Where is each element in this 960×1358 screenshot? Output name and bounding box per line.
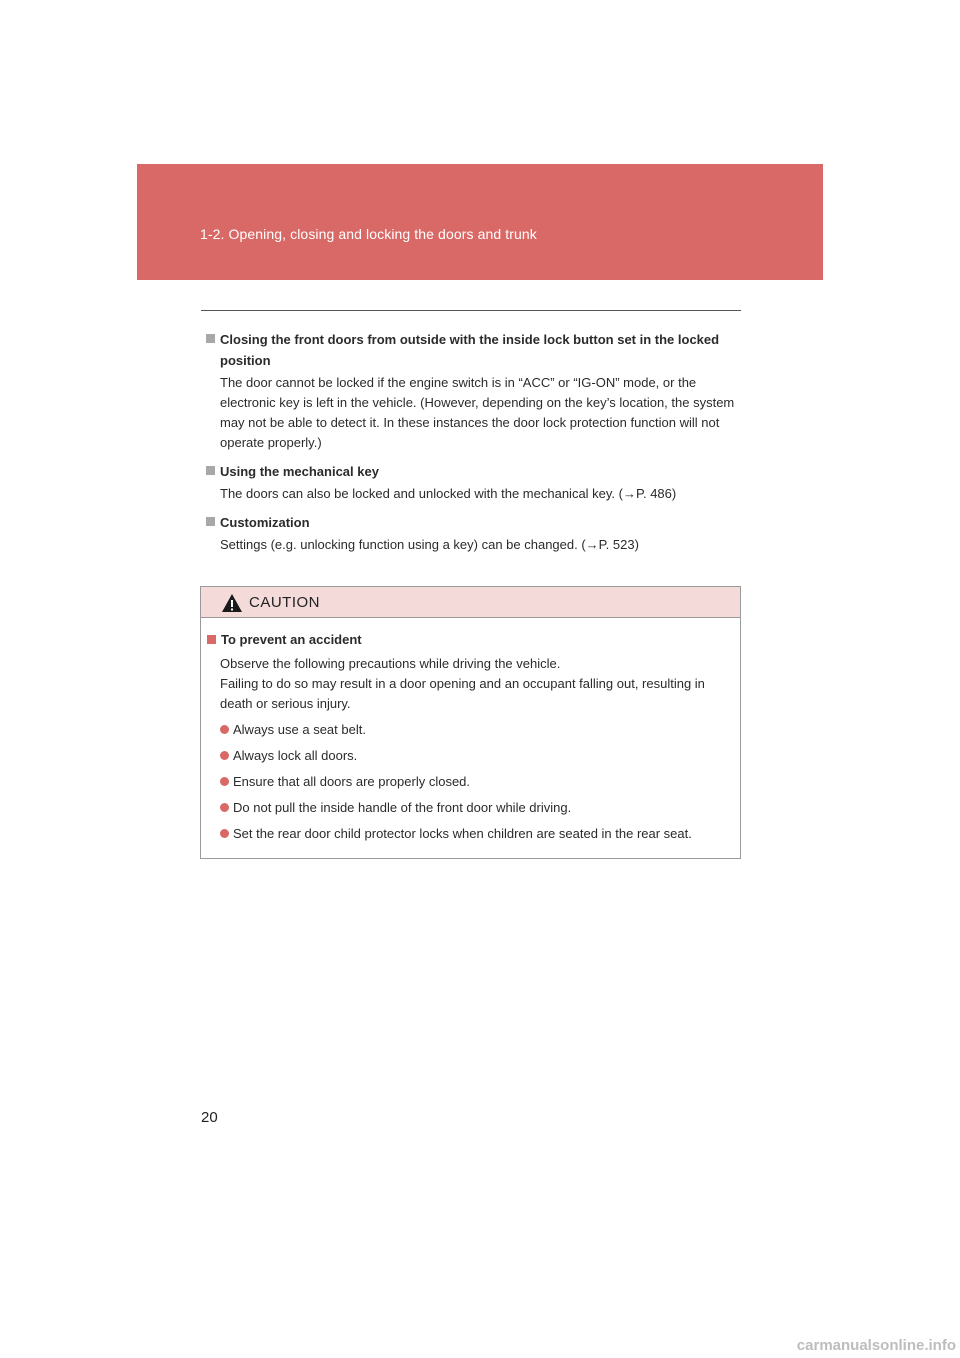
circle-bullet-icon [220, 751, 229, 760]
topic-closing-front-doors [206, 329, 740, 453]
caution-intro-line: Observe the following precautions while driving the vehicle. [220, 656, 561, 671]
divider-rule [201, 310, 741, 311]
list-item-text: Set the rear door child protector locks when children are seated in the rear seat. [233, 826, 692, 841]
circle-bullet-icon [220, 725, 229, 734]
section-title: 1-2. Opening, closing and locking the doors and trunk [200, 226, 537, 242]
page-number: 20 [201, 1109, 218, 1126]
header-band [137, 164, 823, 280]
list-item-text: Do not pull the inside handle of the front door while driving. [233, 800, 572, 815]
caution-heading-text: To prevent an accident [221, 632, 362, 647]
caution-intro-line: Failing to do so may result in a door opening and an occupant falling out, resulting in death or serious injury. [220, 676, 705, 711]
caution-header [201, 587, 740, 618]
list-item [220, 798, 734, 818]
topic-body: The door cannot be locked if the engine switch is in “ACC” or “IG-ON” mode, or the electronic key is left in the vehicle. (However, depending on the key’s location, the system may not be able to detect it. In these instances the door lock protection function will not operate properly.) [220, 375, 735, 450]
caution-body [201, 618, 740, 844]
list-item [220, 746, 734, 766]
list-item [220, 772, 734, 792]
square-bullet-icon [206, 334, 215, 343]
square-bullet-icon [206, 517, 215, 526]
list-item-text: Always use a seat belt. [233, 722, 366, 737]
square-bullet-icon [206, 466, 215, 475]
watermark: carmanualsonline.info [796, 1337, 956, 1354]
topics-section [206, 329, 740, 563]
list-item-text: Always lock all doors. [233, 748, 358, 763]
list-item [220, 824, 734, 844]
caution-heading [207, 630, 734, 650]
caution-bullet-list [220, 720, 734, 844]
caution-intro [207, 654, 734, 844]
caution-box [200, 586, 741, 859]
topic-body: Settings (e.g. unlocking function using a key) can be changed. (→P. 523) [220, 537, 639, 552]
topic-mechanical-key [206, 461, 740, 504]
topic-heading-text: Customization [220, 515, 310, 530]
circle-bullet-icon [220, 803, 229, 812]
topic-customization [206, 512, 740, 555]
circle-bullet-icon [220, 829, 229, 838]
topic-heading [206, 461, 740, 482]
warning-triangle-icon [221, 593, 243, 613]
topic-body: The doors can also be locked and unlocked with the mechanical key. (→P. 486) [220, 486, 677, 501]
list-item-text: Ensure that all doors are properly closed. [233, 774, 471, 789]
topic-heading-text: Using the mechanical key [220, 464, 379, 479]
topic-heading [206, 329, 740, 371]
caution-title: CAUTION [249, 594, 320, 611]
circle-bullet-icon [220, 777, 229, 786]
topic-heading-text: Closing the front doors from outside with the inside lock button set in the locked position [220, 332, 720, 368]
topic-heading [206, 512, 740, 533]
square-bullet-icon [207, 635, 216, 644]
list-item [220, 720, 734, 740]
